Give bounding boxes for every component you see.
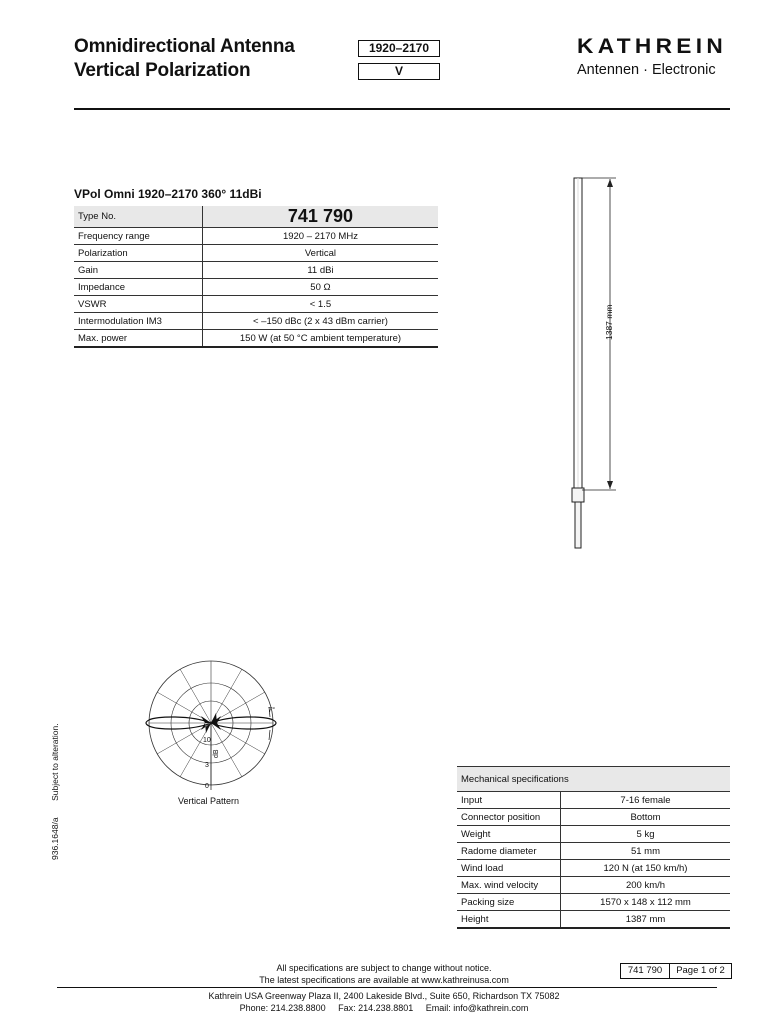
document-title-line1: Omnidirectional Antenna bbox=[74, 36, 295, 57]
brand-tagline: Antennen · Electronic bbox=[577, 62, 716, 78]
spec-label: VSWR bbox=[74, 296, 202, 313]
spec-value: 50 Ω bbox=[202, 279, 438, 296]
footer-divider bbox=[57, 987, 717, 988]
table-row bbox=[74, 313, 438, 330]
vertical-pattern-diagram bbox=[136, 660, 296, 800]
polarization-badge: V bbox=[358, 63, 440, 80]
table-row bbox=[457, 843, 730, 860]
spec-value: 1920 – 2170 MHz bbox=[202, 228, 438, 245]
section-title: VPol Omni 1920–2170 360° 11dBi bbox=[74, 187, 262, 201]
mech-label: Radome diameter bbox=[457, 843, 561, 860]
page-number: Page 1 of 2 bbox=[676, 965, 725, 976]
mechanical-title: Mechanical specifications bbox=[457, 767, 730, 792]
mech-value: 51 mm bbox=[561, 843, 731, 860]
spec-value: 150 W (at 50 °C ambient temperature) bbox=[202, 330, 438, 348]
spec-value: Vertical bbox=[202, 245, 438, 262]
table-row bbox=[457, 911, 730, 929]
table-row bbox=[74, 245, 438, 262]
height-dimension-label: 1387 mm bbox=[604, 304, 614, 340]
mech-value: 1570 x 148 x 112 mm bbox=[561, 894, 731, 911]
type-number: 741 790 bbox=[202, 206, 438, 228]
antenna-mast bbox=[575, 502, 581, 548]
document-code: 936.1648/a bbox=[50, 817, 60, 860]
footer-notice-line2: The latest specifications are available at www.kathreinusa.com bbox=[259, 975, 509, 985]
mech-value: 5 kg bbox=[561, 826, 731, 843]
mech-label: Weight bbox=[457, 826, 561, 843]
scale-label-3: 3 bbox=[205, 762, 209, 769]
mech-value: 1387 mm bbox=[561, 911, 731, 929]
frequency-band-badge: 1920–2170 bbox=[358, 40, 440, 57]
scale-unit-label: dB bbox=[213, 749, 220, 758]
beamwidth-label: 7° bbox=[268, 705, 276, 714]
document-title-line2: Vertical Polarization bbox=[74, 60, 251, 81]
mech-value: Bottom bbox=[561, 809, 731, 826]
spec-value: < –150 dBc (2 x 43 dBm carrier) bbox=[202, 313, 438, 330]
table-row bbox=[457, 860, 730, 877]
table-row bbox=[74, 262, 438, 279]
electrical-spec-table bbox=[74, 206, 438, 348]
mech-label: Input bbox=[457, 792, 561, 809]
mechanical-spec-table bbox=[457, 766, 730, 929]
mech-value: 120 N (at 150 km/h) bbox=[561, 860, 731, 877]
pattern-caption: Vertical Pattern bbox=[178, 796, 240, 806]
alteration-note: Subject to alteration. bbox=[50, 723, 60, 801]
table-row bbox=[457, 894, 730, 911]
table-row bbox=[457, 792, 730, 809]
mech-label: Height bbox=[457, 911, 561, 929]
footer-address: Kathrein USA Greenway Plaza II, 2400 Lakeside Blvd., Suite 650, Richardson TX 75082 bbox=[208, 991, 560, 1001]
footer-contact: Phone: 214.238.8800 Fax: 214.238.8801 Email: info@kathrein.com bbox=[239, 1003, 529, 1013]
spec-value: 11 dBi bbox=[202, 262, 438, 279]
antenna-drawing bbox=[560, 170, 620, 550]
type-label: Type No. bbox=[74, 206, 202, 228]
mech-label: Packing size bbox=[457, 894, 561, 911]
spec-label: Impedance bbox=[74, 279, 202, 296]
header-divider bbox=[74, 108, 730, 110]
brand-logo: KATHREIN bbox=[577, 35, 728, 58]
mech-label: Wind load bbox=[457, 860, 561, 877]
table-row bbox=[74, 279, 438, 296]
spec-label: Frequency range bbox=[74, 228, 202, 245]
spec-label: Gain bbox=[74, 262, 202, 279]
spec-label: Polarization bbox=[74, 245, 202, 262]
spec-value: < 1.5 bbox=[202, 296, 438, 313]
spec-label: Intermodulation IM3 bbox=[74, 313, 202, 330]
spec-label: Max. power bbox=[74, 330, 202, 348]
table-row bbox=[74, 228, 438, 245]
table-row bbox=[457, 809, 730, 826]
footer-notice-line1: All specifications are subject to change without notice. bbox=[276, 963, 492, 973]
table-row bbox=[457, 877, 730, 894]
mech-label: Max. wind velocity bbox=[457, 877, 561, 894]
scale-label-0: 0 bbox=[205, 783, 209, 790]
mech-label: Connector position bbox=[457, 809, 561, 826]
table-row bbox=[457, 767, 730, 792]
table-row bbox=[74, 206, 438, 228]
page-type-number: 741 790 bbox=[621, 964, 670, 978]
document-code-note bbox=[50, 723, 60, 860]
table-row bbox=[457, 826, 730, 843]
table-row bbox=[74, 296, 438, 313]
scale-label-10: 10 bbox=[203, 737, 211, 744]
table-row bbox=[74, 330, 438, 348]
mech-value: 200 km/h bbox=[561, 877, 731, 894]
mech-value: 7-16 female bbox=[561, 792, 731, 809]
page-indicator bbox=[620, 963, 732, 979]
